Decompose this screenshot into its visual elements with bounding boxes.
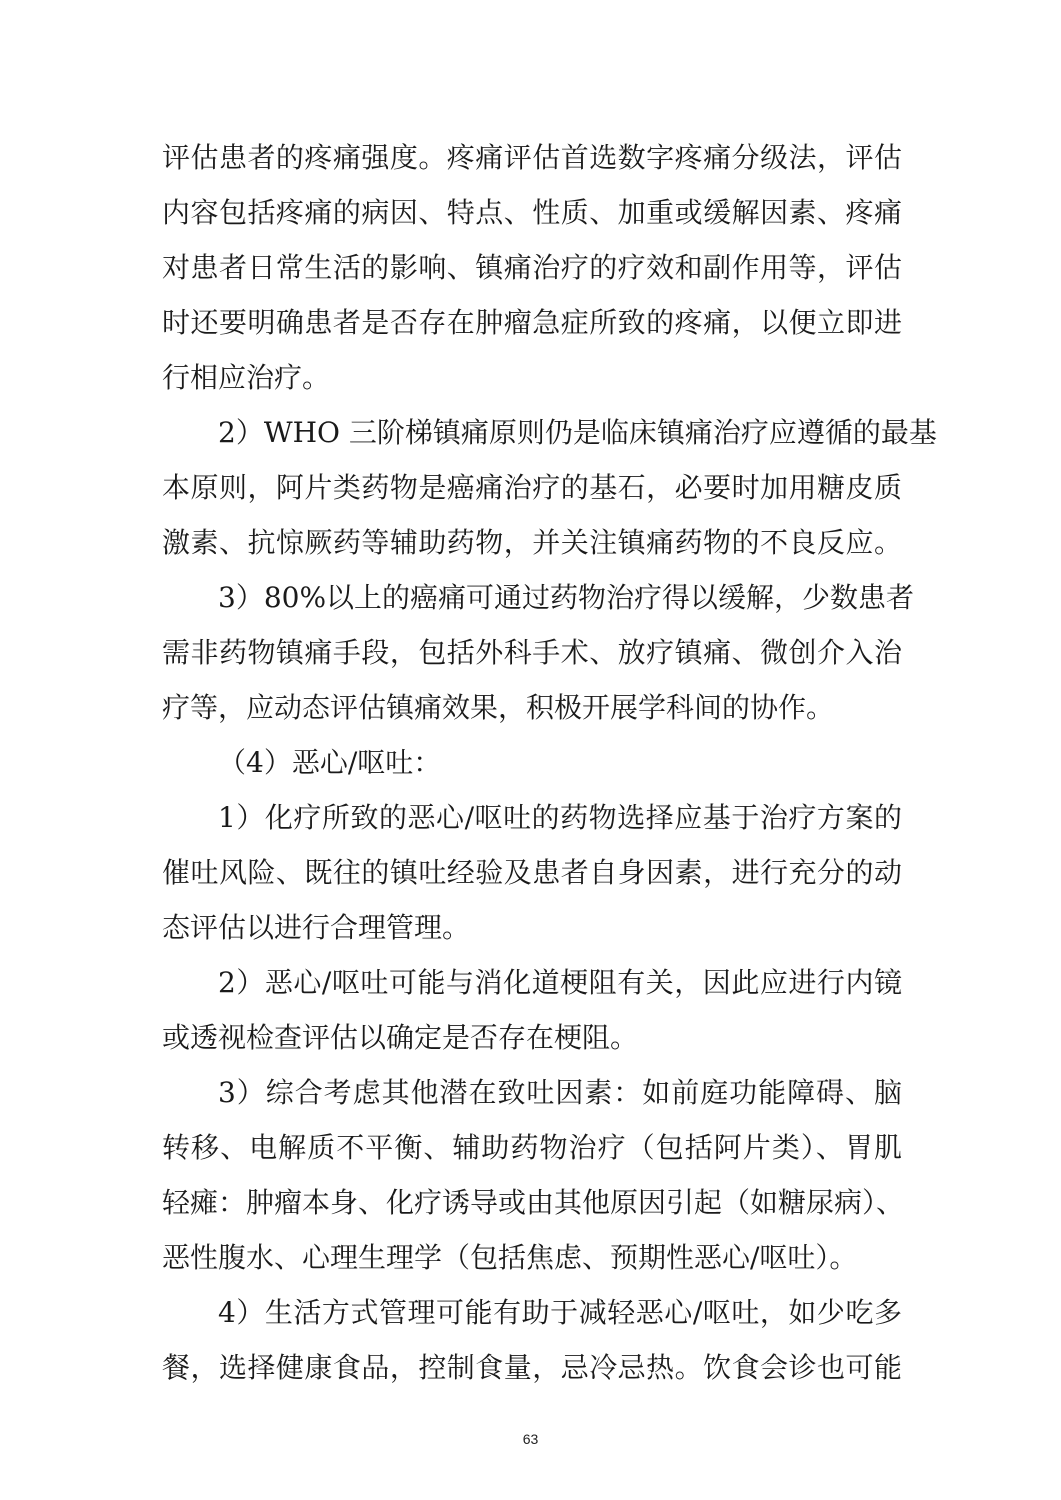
text-line: 对患者日常生活的影响、镇痛治疗的疗效和副作用等，评估	[162, 251, 902, 284]
text-line: 或透视检查评估以确定是否存在梗阻。	[162, 1021, 639, 1054]
text-line: 内容包括疼痛的病因、特点、性质、加重或缓解因素、疼痛	[162, 196, 902, 229]
text-line: 3）综合考虑其他潜在致吐因素：如前庭功能障碍、脑	[218, 1076, 902, 1109]
section-heading: （4）恶心/呕吐：	[218, 746, 442, 779]
text-line: 3）80%以上的癌痛可通过药物治疗得以缓解，少数患者	[218, 581, 915, 614]
page-number: 63	[522, 1431, 539, 1447]
text-line: 态评估以进行合理管理。	[162, 911, 471, 944]
text-line: 轻瘫：肿瘤本身、化疗诱导或由其他原因引起（如糖尿病）、	[162, 1186, 905, 1219]
text-line: 1）化疗所致的恶心/呕吐的药物选择应基于治疗方案的	[218, 801, 902, 834]
text-line: 时还要明确患者是否存在肿瘤急症所致的疼痛，以便立即进	[162, 306, 902, 339]
text-line: 需非药物镇痛手段，包括外科手术、放疗镇痛、微创介入治	[162, 636, 902, 669]
text-line: 餐，选择健康食品，控制食量，忌冷忌热。饮食会诊也可能	[162, 1351, 902, 1384]
text-line: 2）WHO 三阶梯镇痛原则仍是临床镇痛治疗应遵循的最基	[218, 416, 937, 449]
text-line: 恶性腹水、心理生理学（包括焦虑、预期性恶心/呕吐）。	[162, 1241, 858, 1274]
text-line: 疗等，应动态评估镇痛效果，积极开展学科间的协作。	[162, 691, 835, 724]
text-line: 催吐风险、既往的镇吐经验及患者自身因素，进行充分的动	[162, 856, 902, 889]
text-line: 行相应治疗。	[162, 361, 331, 394]
text-line: 2）恶心/呕吐可能与消化道梗阻有关，因此应进行内镜	[218, 966, 902, 999]
text-line: 转移、电解质不平衡、辅助药物治疗（包括阿片类）、胃肌	[162, 1131, 902, 1164]
text-line: 4）生活方式管理可能有助于减轻恶心/呕吐，如少吃多	[218, 1296, 902, 1329]
text-line: 激素、抗惊厥药等辅助药物，并关注镇痛药物的不良反应。	[162, 526, 902, 559]
text-line: 本原则，阿片类药物是癌痛治疗的基石，必要时加用糖皮质	[162, 471, 902, 504]
text-line: 评估患者的疼痛强度。疼痛评估首选数字疼痛分级法，评估	[162, 141, 902, 174]
